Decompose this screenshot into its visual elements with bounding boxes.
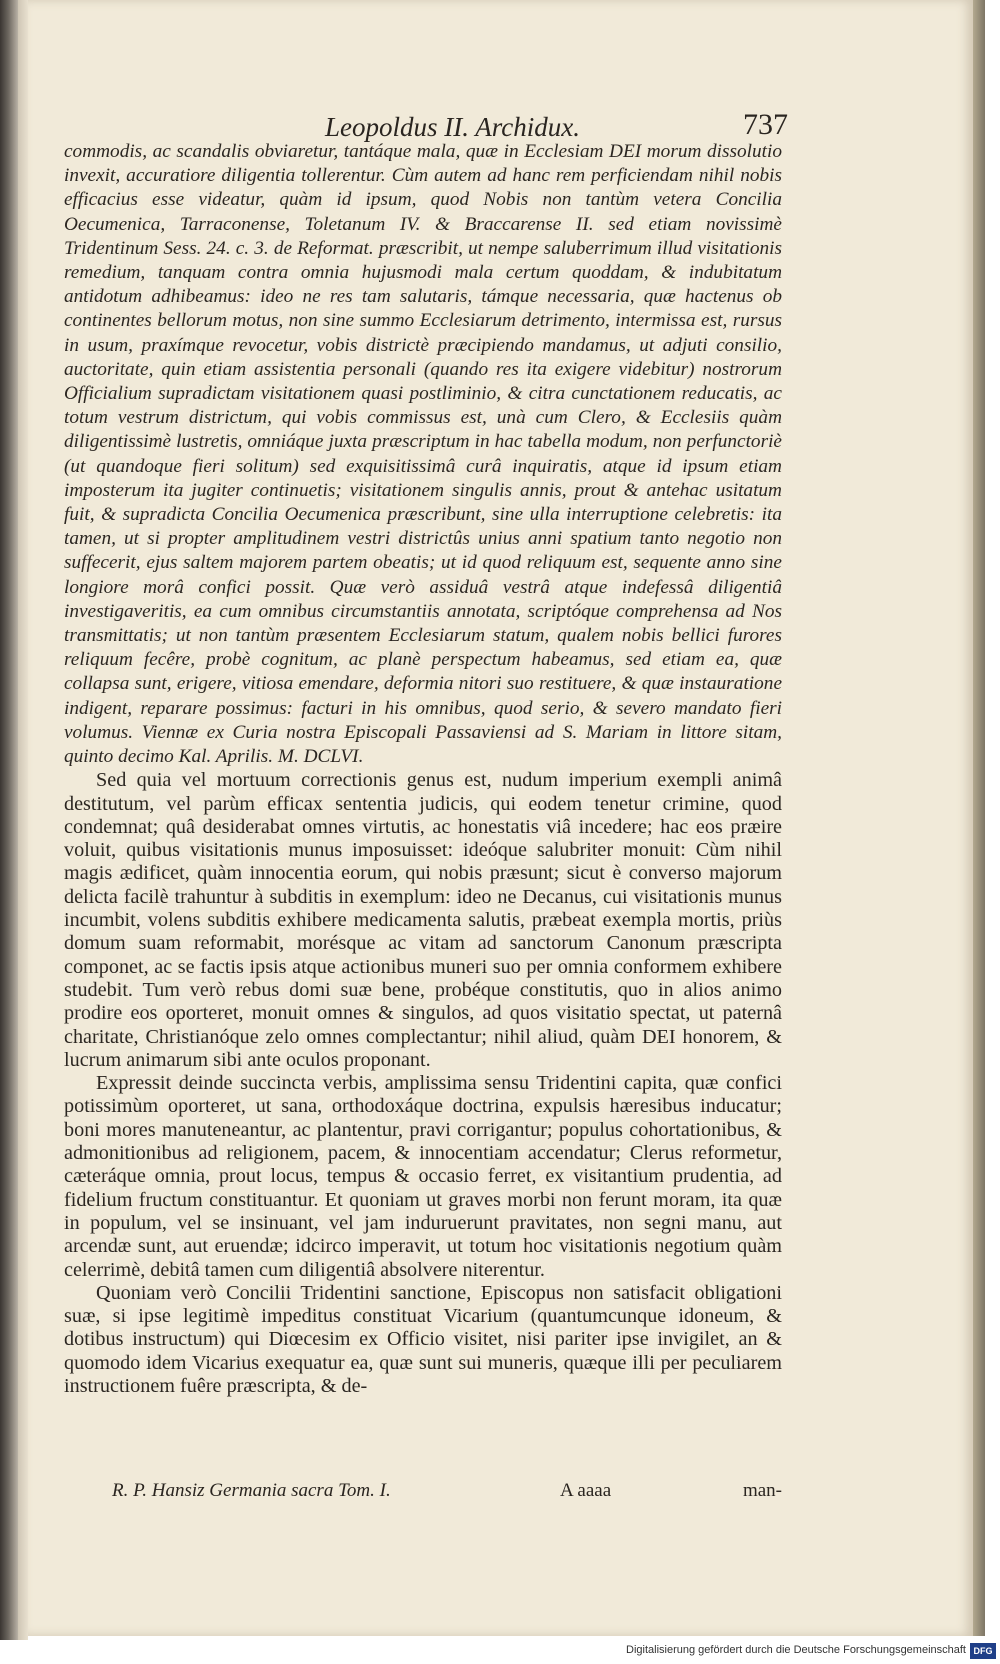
body-paragraph: Quoniam verò Concilii Tridentini sanctione, Episcopus non satisfacit obligationi suæ, si ipse legitimè impeditus constituat Vicarium (quantumcunque idoneum, & dotibus instructum) qui Diœcesim ex Officio visitet, nisi pariter ipse invigilet, an & quomodo idem Vicarius exequatur ea, quæ sunt sui muneris, quæque illi per peculiarem instructionem fuêre præscripta, & de- [64,1281,782,1397]
page-body [64,140,782,1398]
background [985,0,1000,1636]
dfg-logo-icon: DFG [970,1643,996,1659]
running-head: Leopoldus II. Archidux. [325,112,580,142]
page-fore-edge [973,0,985,1636]
catchword: man- [742,1480,782,1501]
decree-paragraph: commodis, ac scandalis obviaretur, tantáque mala, quæ in Ecclesiam DEI morum dissolutio invexit, accuratiore diligentia tollerentur. Cùm autem ad hanc rem perficiendam nihil nobis efficacius esse videatur, quàm id ipsum, quod Nobis non tantùm vetera Concilia Oecumenica, Tarraconense, Toletanum IV. & Braccarense II. sed etiam novissimè Tridentinum Sess. 24. c. 3. de Reformat. præscribit, ut nempe saluberrimum illud visitationis remedium, tanquam contra omnia hujusmodi mala certum quoddam, & indubitatum antidotum adhibeamus: ideo ne res tam salutaris, támque necessaria, quæ hactenus ob continentes bellorum motus, non sine summo Ecclesiarum detrimento, intermissa est, rursus in usum, praxímque revocetur, vobis districtè præcipiendo mandamus, ut adjuti consilio, auctoritate, quin etiam assistentia personali (quando res ita exigere videbitur) nostrorum Officialium supradictam visitationem quasi postliminio, & citra cunctationem reducatis, ac totum vestrum districtum, qui vobis commissus est, unà cum Clero, & Ecclesiis quàm diligentissimè lustretis, omniáque juxta præscriptum in hac tabella modum, non perfunctoriè (ut quandoque fieri solitum) sed exquisitissimâ curâ inquiratis, atque id ipsum etiam imposterum ita jugiter continuetis; visitationem singulis annis, prout & antehac usitatum fuit, & supradicta Concilia Oecumenica præscribunt, sine ulla interruptione celebretis: ita tamen, ut si propter amplitudinem vestri districtûs unius anni spatium tanto negotio non suffecerit, ejus saltem majorem partem obeatis; ut id quod reliquum est, sequente anno sine longiore morâ confici possit. Quæ verò assiduâ vestrâ atque indefessâ diligentiâ investigaveritis, ea cum omnibus circumstantiis annotata, scriptóque comprehensa ad Nos transmittatis; ut non tantùm præsentem Ecclesiarum statum, qualem nobis bellici furores reliquum fecêre, probè cognitum, ac planè perspectum habeamus, sed etiam ea, quæ collapsa sunt, erigere, vitiosa emendare, deformia nitori suo restituere, & quæ instauratione indigent, reparare possimus: facturi in his omnibus, quod serio, & severo mandato fieri volumus. Viennæ ex Curia nostra Episcopali Passaviensi ad S. Mariam in littore sitam, quinto decimo Kal. Aprilis. M. DCLVI. [64,141,782,768]
body-paragraph: Sed quia vel mortuum correctionis genus est, nudum imperium exempli animâ destitutum, vel parùm efficax sententia judicis, qui eodem tenetur crimine, quod condemnat; quâ desiderabat omnes virtutis, ac honestatis viâ incedere; hac eos præire voluit, quibus visitationis munus imposuisset: ideóque salubriter monuit: Cùm nihil magis ædificet, quàm innocentia eorum, qui nobis præsunt; sicut è converso majorum delicta facilè trahuntur à subditis in exemplum: ideo ne Decanus, cui visitationis munus incumbit, volens subditis exhibere medicamenta salutis, præbeat exempla mortis, priùs domum suam reformabit, morésque ac vitam ad sanctorum Canonum præscripta componet, ac se factis ipsis atque actionibus muneri suo per omnia conformem exhibere studebit. Tum verò rebus domi suæ bene, probéque constitutis, quo in alios animo prodire eos oporteret, monuit omnes & singulos, ad quos visitatio spectat, ut paternâ charitate, Christianóque zelo omnes complectantur; nihil aliud, quàm DEI honorem, & lucrum animarum sibi ante oculos proponant. [64,769,782,1071]
digitization-credit: Digitalisierung gefördert durch die Deutsche Forschungsgemeinschaft [626,1644,966,1656]
book-spine-edge [18,0,28,1640]
page-footer [112,1480,782,1510]
credit-bar [0,1640,1000,1664]
signature-mark: A aaaa [560,1480,612,1501]
book-spine [0,0,18,1640]
body-paragraph: Expressit deinde succincta verbis, amplissima sensu Tridentini capita, quæ confici potissimùm oporteret, ut sana, orthodoxáque doctrina, expulsis hæresibus inducatur; boni mores manuteneantur, ac plantentur, pravi corrigantur; populus cohortationibus, & admonitionibus ad religionem, pacem, & innocentiam accendatur; Clerus reformetur, cæteráque omnia, prout locus, tempus & occasio ferret, ex visitantium prudentia, ad fidelium fructum constituantur. Et quoniam ut graves morbi non ferunt moram, ita quæ in populum, vel se insinuant, vel jam induruerunt pravitates, non segni manu, aut arcendæ sunt, aut eruendæ; idcirco imperavit, ut totum hoc visitationis negotium quàm celerrimè, debitâ tamen cum diligentiâ absolvere niterentur. [64,1072,782,1281]
footer-title: R. P. Hansiz Germania sacra Tom. I. [112,1480,391,1501]
page-number: 737 [743,108,788,141]
